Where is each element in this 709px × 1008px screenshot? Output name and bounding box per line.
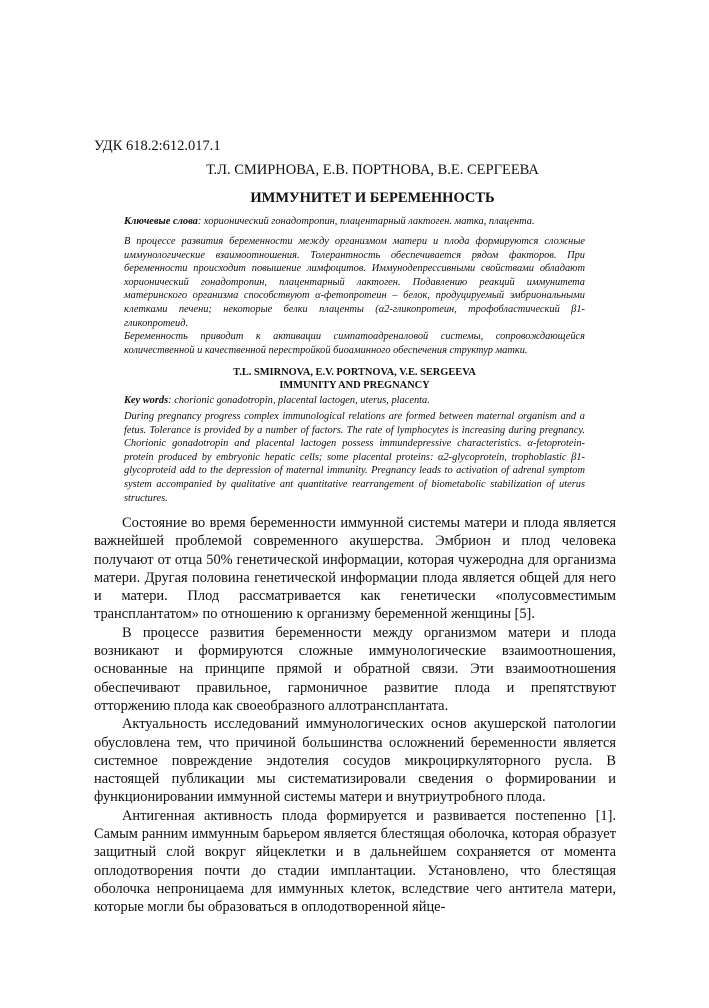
body-paragraph: Актуальность исследований иммунологических основ акушерской патологии обусловлена тем, что причиной большинства осложнений беременности является системное повреждение эндотелия сосудов микроциркуляторного русла. В настоящей публикации мы систематизировали сведения о формировании и функционировании иммунной системы матери и внутриутробного плода. xyxy=(94,716,616,806)
authors-en: T.L. SMIRNOVA, E.V. PORTNOVA, V.E. SERGEEVA xyxy=(233,367,476,378)
abstract-ru-1 xyxy=(124,235,585,330)
keywords-ru-label: Ключевые слова xyxy=(124,216,198,227)
abstract-en-paragraph: During pregnancy progress complex immunological relations are formed between maternal organism and a fetus. Tolerance is provided by a number of factors. The rate of lymphocytes is increasing during pregnancy. Chorionic gonadotropin and placental lactogen possess immundepressive characteristics. α-fetoprotein-protein produced by embryonic hepatic cells; some placental proteins: α2-glycoprotein, trophoblastic β1-glycoproteid add to the depression of maternal immunity. Pregnancy leads to activation of adrenal symptom system accompanied by qualitative ant quantitative rearrangement of biometabolic stabilization of uterus structures. xyxy=(124,411,585,504)
abstract-en xyxy=(124,410,585,505)
udk-code: УДК 618.2:612.017.1 xyxy=(94,138,221,154)
title-en: IMMUNITY AND PREGNANCY xyxy=(279,380,430,391)
keywords-en-text: : chorionic gonadotropin, placental lactogen, uterus, placenta. xyxy=(168,395,430,406)
keywords-ru-text: : хорионический гонадотропин, плацентарный лактоген. матка, плацента. xyxy=(197,216,535,227)
keywords-ru xyxy=(124,215,585,229)
body-paragraph: Антигенная активность плода формируется и развивается постепенно [1]. Самым ранним иммунным барьером является блестящая оболочка, которая образует защитный слой вокруг яйцеклетки и в дальнейшем сохраняется от момента оплодотворения почти до стадии имплантации. Установлено, что блестящая оболочка непроницаема для иммунных клеток, вследствие чего антитела матери, которые могли бы образоваться в оплодотворенной яйце- xyxy=(94,807,616,916)
abstract-ru-2 xyxy=(124,330,585,357)
keywords-en xyxy=(124,394,585,408)
abstract-ru-paragraph-2: Беременность приводит к активации симпатоадреналовой системы, сопровождающейся количественной и качественной перестройкой биоаминного обеспечения структур матки. xyxy=(124,331,585,356)
authors-en-block xyxy=(124,366,585,392)
body-paragraph: Состояние во время беременности иммунной системы матери и плода является важнейшей проблемой современного акушерства. Эмбрион и плод человека получают от отца 50% генетической информации, которая чужеродна для организма матери. Другая половина генетической информации плода является общей для него и матери. Плод рассматривается как генетически «полусовместимым трансплантатом» по отношению к организму беременной женщины [5]. xyxy=(94,515,616,623)
body-paragraph: В процессе развития беременности между организмом матери и плода возникают и формируются сложные иммунологические взаимоотношения, основанные на принципе прямой и обратной связи. Эти взаимоотношения обеспечивают правильное, гармоничное развитие плода и препятствуют отторжению плода как своеобразного аллотрансплантата. xyxy=(94,624,616,714)
authors-ru: Т.Л. СМИРНОВА, Е.В. ПОРТНОВА, В.Е. СЕРГЕЕВА xyxy=(206,162,539,178)
title-ru: ИММУНИТЕТ И БЕРЕМЕННОСТЬ xyxy=(250,190,495,206)
keywords-en-label: Key words xyxy=(124,395,169,406)
body-text xyxy=(94,514,616,917)
abstract-ru-paragraph-1: В процессе развития беременности между организмом матери и плода формируются сложные иммунологические взаимоотношения. Толерантность обеспечивается рядом факторов. При беременности происходит повышение лимфоцитов. Иммунодепрессивными свойствами обладают хорионический гонадотропин, плацентарный лактоген. Подавлению реакций иммунитета материнского организма способствуют α-фетопротеин – белок, продуцируемый эмбриональными клетками печени; некоторые белки плаценты (α2-гликопротеин, трофобластический β1-гликопротеид. xyxy=(124,236,585,329)
